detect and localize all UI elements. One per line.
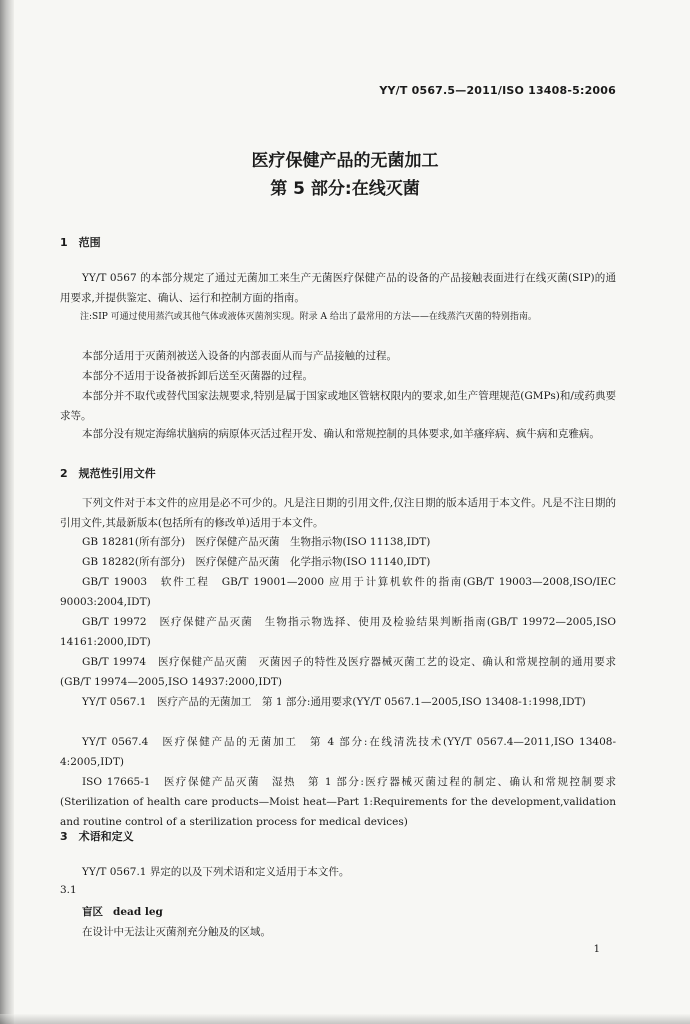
reference-item: YY/T 0567.4 医疗保健产品的无菌加工 第 4 部分:在线清洗技术(YY/T 0567.4—2011,ISO 13408-4:2005,IDT) xyxy=(60,736,616,768)
reference-item: GB/T 19974 医疗保健产品灭菌 灭菌因子的特性及医疗器械灭菌工艺的设定、确认和常规控制的通用要求(GB/T 19974—2005,ISO 14937:2000,IDT) xyxy=(60,656,616,688)
reference-item: GB 18282(所有部分) 医疗保健产品灭菌 化学指示物(ISO 11140,IDT) xyxy=(82,556,431,568)
standard-number: YY/T 0567.5—2011/ISO 13408-5:2006 xyxy=(379,84,616,97)
scan-bottom-shadow xyxy=(0,1014,690,1024)
reference-item: ISO 17665-1 医疗保健产品灭菌 湿热 第 1 部分:医疗器械灭菌过程的制定、确认和常规控制要求(Sterilization of health care products—Moist heat—Part 1:Requirements for the development,validation and routine control of a sterilization process for medical devices) xyxy=(60,776,616,828)
scope-note xyxy=(80,309,616,326)
section-3-heading: 3 术语和定义 xyxy=(60,830,134,843)
document-subtitle: 第 5 部分:在线灭菌 xyxy=(270,179,420,199)
term-number: 3.1 xyxy=(60,884,77,896)
document-title: 医疗保健产品的无菌加工 xyxy=(251,151,439,171)
normative-intro: 下列文件对于本文件的应用是必不可少的。凡是注日期的引用文件,仅注日期的版本适用于本文件。凡是不注日期的引用文件,其最新版本(包括所有的修改单)适用于本文件。 xyxy=(60,497,616,529)
reference-item: GB/T 19972 医疗保健产品灭菌 生物指示物选择、使用及检验结果判断指南(GB/T 19972—2005,ISO 14161:2000,IDT) xyxy=(60,616,616,648)
term-definition: 在设计中无法让灭菌剂充分触及的区域。 xyxy=(82,926,271,938)
section-2-heading: 2 规范性引用文件 xyxy=(60,467,156,480)
section-1-heading: 1 范围 xyxy=(60,236,101,249)
page-number: 1 xyxy=(593,944,600,955)
scope-paragraph-2: 本部分适用于灭菌剂被送入设备的内部表面从而与产品接触的过程。 xyxy=(82,350,397,362)
reference-item: YY/T 0567.1 医疗产品的无菌加工 第 1 部分:通用要求(YY/T 0567.1—2005,ISO 13408-1:1998,IDT) xyxy=(82,696,586,708)
scope-note-text: 注:SIP 可通过使用蒸汽或其他气体或液体灭菌剂实现。附录 A 给出了最常用的方法——在线蒸汽灭菌的特别指南。 xyxy=(80,312,537,322)
term-chinese: 盲区 xyxy=(82,906,103,918)
scope-paragraph-5: 本部分没有规定海绵状脑病的病原体灭活过程开发、确认和常规控制的具体要求,如羊瘙痒病、疯牛病和克雅病。 xyxy=(82,428,600,440)
terms-intro: YY/T 0567.1 界定的以及下列术语和定义适用于本文件。 xyxy=(82,866,350,878)
term-english: dead leg xyxy=(113,906,163,918)
scope-paragraph-4: 本部分并不取代或替代国家法规要求,特别是属于国家或地区管辖权限内的要求,如生产管理规范(GMPs)和/或药典要求等。 xyxy=(60,390,616,422)
reference-item: GB/T 19003 软件工程 GB/T 19001—2000 应用于计算机软件的指南(GB/T 19003—2008,ISO/IEC 90003:2004,IDT) xyxy=(60,576,616,608)
scope-paragraph-3: 本部分不适用于设备被拆卸后送至灭菌器的过程。 xyxy=(82,370,313,382)
scope-paragraph-1: YY/T 0567 的本部分规定了通过无菌加工来生产无菌医疗保健产品的设备的产品接触表面进行在线灭菌(SIP)的通用要求,并提供鉴定、确认、运行和控制方面的指南。 xyxy=(60,272,616,304)
term-entry xyxy=(82,904,163,919)
reference-item: GB 18281(所有部分) 医疗保健产品灭菌 生物指示物(ISO 11138,IDT) xyxy=(82,536,431,548)
